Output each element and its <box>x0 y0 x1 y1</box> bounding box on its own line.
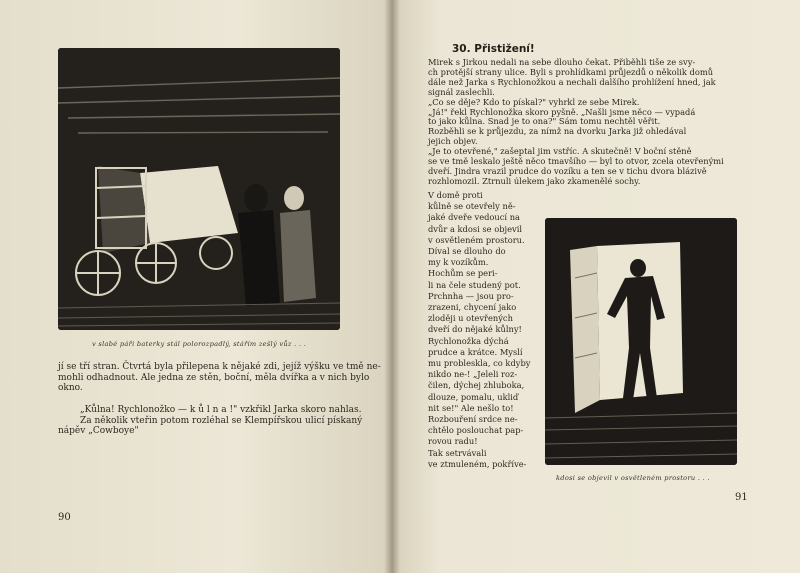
text-line: to jako kůlna. Snad je to ona?" Sám tomu nechtěl věřit. <box>428 116 661 127</box>
text-line: „Já!" řekl Rychlonožka skoro pyšně. „Našli jsme něco — vypadá <box>428 106 696 117</box>
text-line: „Je to otevřené," zašeptal jim vstříc. A skutečně! V boční stěně <box>428 146 692 157</box>
text-line: Rozbouření srdce ne- <box>428 414 518 425</box>
text-line: Za několik vteřin potom rozléhal se Klempířskou ulicí pískaný <box>80 415 363 426</box>
text-line: dveří. Jindra vrazil prudce do vozíku a ten se v tichu dvora blázivě <box>428 165 707 176</box>
left-paragraph-1 <box>58 362 381 394</box>
text-line: se ve tmě leskalo ještě něco tmavšího — byl to otvor, zcela otevřenými <box>428 156 724 167</box>
right-text-narrow-column <box>428 190 530 470</box>
text-line: jaké dveře vedoucí na <box>428 212 520 223</box>
text-line: „Co se děje? Kdo to pískal?" vyhrkl ze sebe Mirek. <box>428 96 640 107</box>
text-line: čilen, dýchej zhluboka, <box>428 380 525 391</box>
text-line: zloději u otevřených <box>428 313 513 324</box>
text-line: dveří do nějaké kůlny! <box>428 324 522 335</box>
right-illustration-caption: kdosi se objevil v osvětleném prostoru . . . <box>556 474 710 482</box>
text-line: mohli odhadnout. Ale jedna ze stěn, boční, měla dvířka a v nich bylo <box>58 372 370 383</box>
illustration-wagon-in-shed <box>58 48 340 330</box>
text-line: signál zaslechli. <box>428 86 495 97</box>
text-line: nikdo ne-! „Jeleli roz- <box>428 369 518 380</box>
doorway-scene-drawing <box>545 218 737 465</box>
text-line: Rozběhli se k průjezdu, za nímž na dvorku Jarka již ohledával <box>428 126 687 137</box>
text-line: Rychlonožka dýchá <box>428 335 509 346</box>
illustration-man-in-doorway <box>545 218 737 465</box>
text-line: chtělo poslouchat pap- <box>428 425 524 436</box>
book-gutter <box>384 0 400 573</box>
text-line: V domě proti <box>428 190 483 200</box>
chapter-title: 30. Přistižení! <box>452 43 535 55</box>
text-line: rovou radu! <box>428 436 478 447</box>
text-line: Mirek s Jirkou nedali na sebe dlouho čekat. Přiběhli tiše ze svy- <box>428 57 696 67</box>
wagon-scene-drawing <box>58 48 340 330</box>
text-line: ch protější strany ulice. Byli s prohlídkami průjezdů o několik domů <box>428 66 714 77</box>
left-page-number: 90 <box>58 512 71 523</box>
text-line: jí se tří stran. Čtvrtá byla přilepena k nějaké zdi, jejíž výšku ve tmě ne- <box>58 362 381 372</box>
text-line: dále než Jarka s Rychlonožkou a nechali dalšího prohlížení hned, jak <box>428 76 716 87</box>
text-line: nápěv „Cowboye" <box>58 426 139 437</box>
text-line: Prchnha — jsou pro- <box>428 290 514 301</box>
text-line: Tak setrvávali <box>428 447 487 458</box>
text-line: li na čele studený pot. <box>428 279 521 290</box>
text-line: kůlně se otevřely ně- <box>428 201 516 212</box>
text-line: okno. <box>58 383 83 394</box>
text-line: Hochům se peri- <box>428 268 498 279</box>
left-illustration-caption: v slabé páři baterky stál polorozpadlý, stářím zešlý vůz . . . <box>92 340 307 348</box>
text-line: jejich objev. <box>428 136 478 147</box>
text-line: zrazeni, chycení jako <box>428 302 517 313</box>
text-line: nit se!" Ale nešlo to! <box>428 402 514 413</box>
right-page-number: 91 <box>735 492 748 503</box>
text-line: my k vozíkům. <box>428 257 489 268</box>
text-line: dvůr a kdosi se objevil <box>428 223 523 234</box>
right-text-full-width <box>428 58 724 187</box>
text-line: mu probleskla, co kdyby <box>428 358 531 369</box>
text-line: ve ztmuleném, pokříve- <box>428 458 527 469</box>
text-line: prudce a krátce. Myslí <box>428 346 523 357</box>
text-line: „Kůlna! Rychlonožko — k ů l n a !" vzkřikl Jarka skoro nahlas. <box>80 405 362 415</box>
text-line: v osvětleném prostoru. <box>428 234 525 245</box>
text-line: rozhlomozil. Ztrnuli úlekem jako zkamenělé sochy. <box>428 175 641 186</box>
text-line: dlouze, pomalu, ukliď <box>428 391 519 402</box>
text-line: Díval se dlouho do <box>428 246 506 257</box>
left-paragraph-2 <box>58 405 362 437</box>
